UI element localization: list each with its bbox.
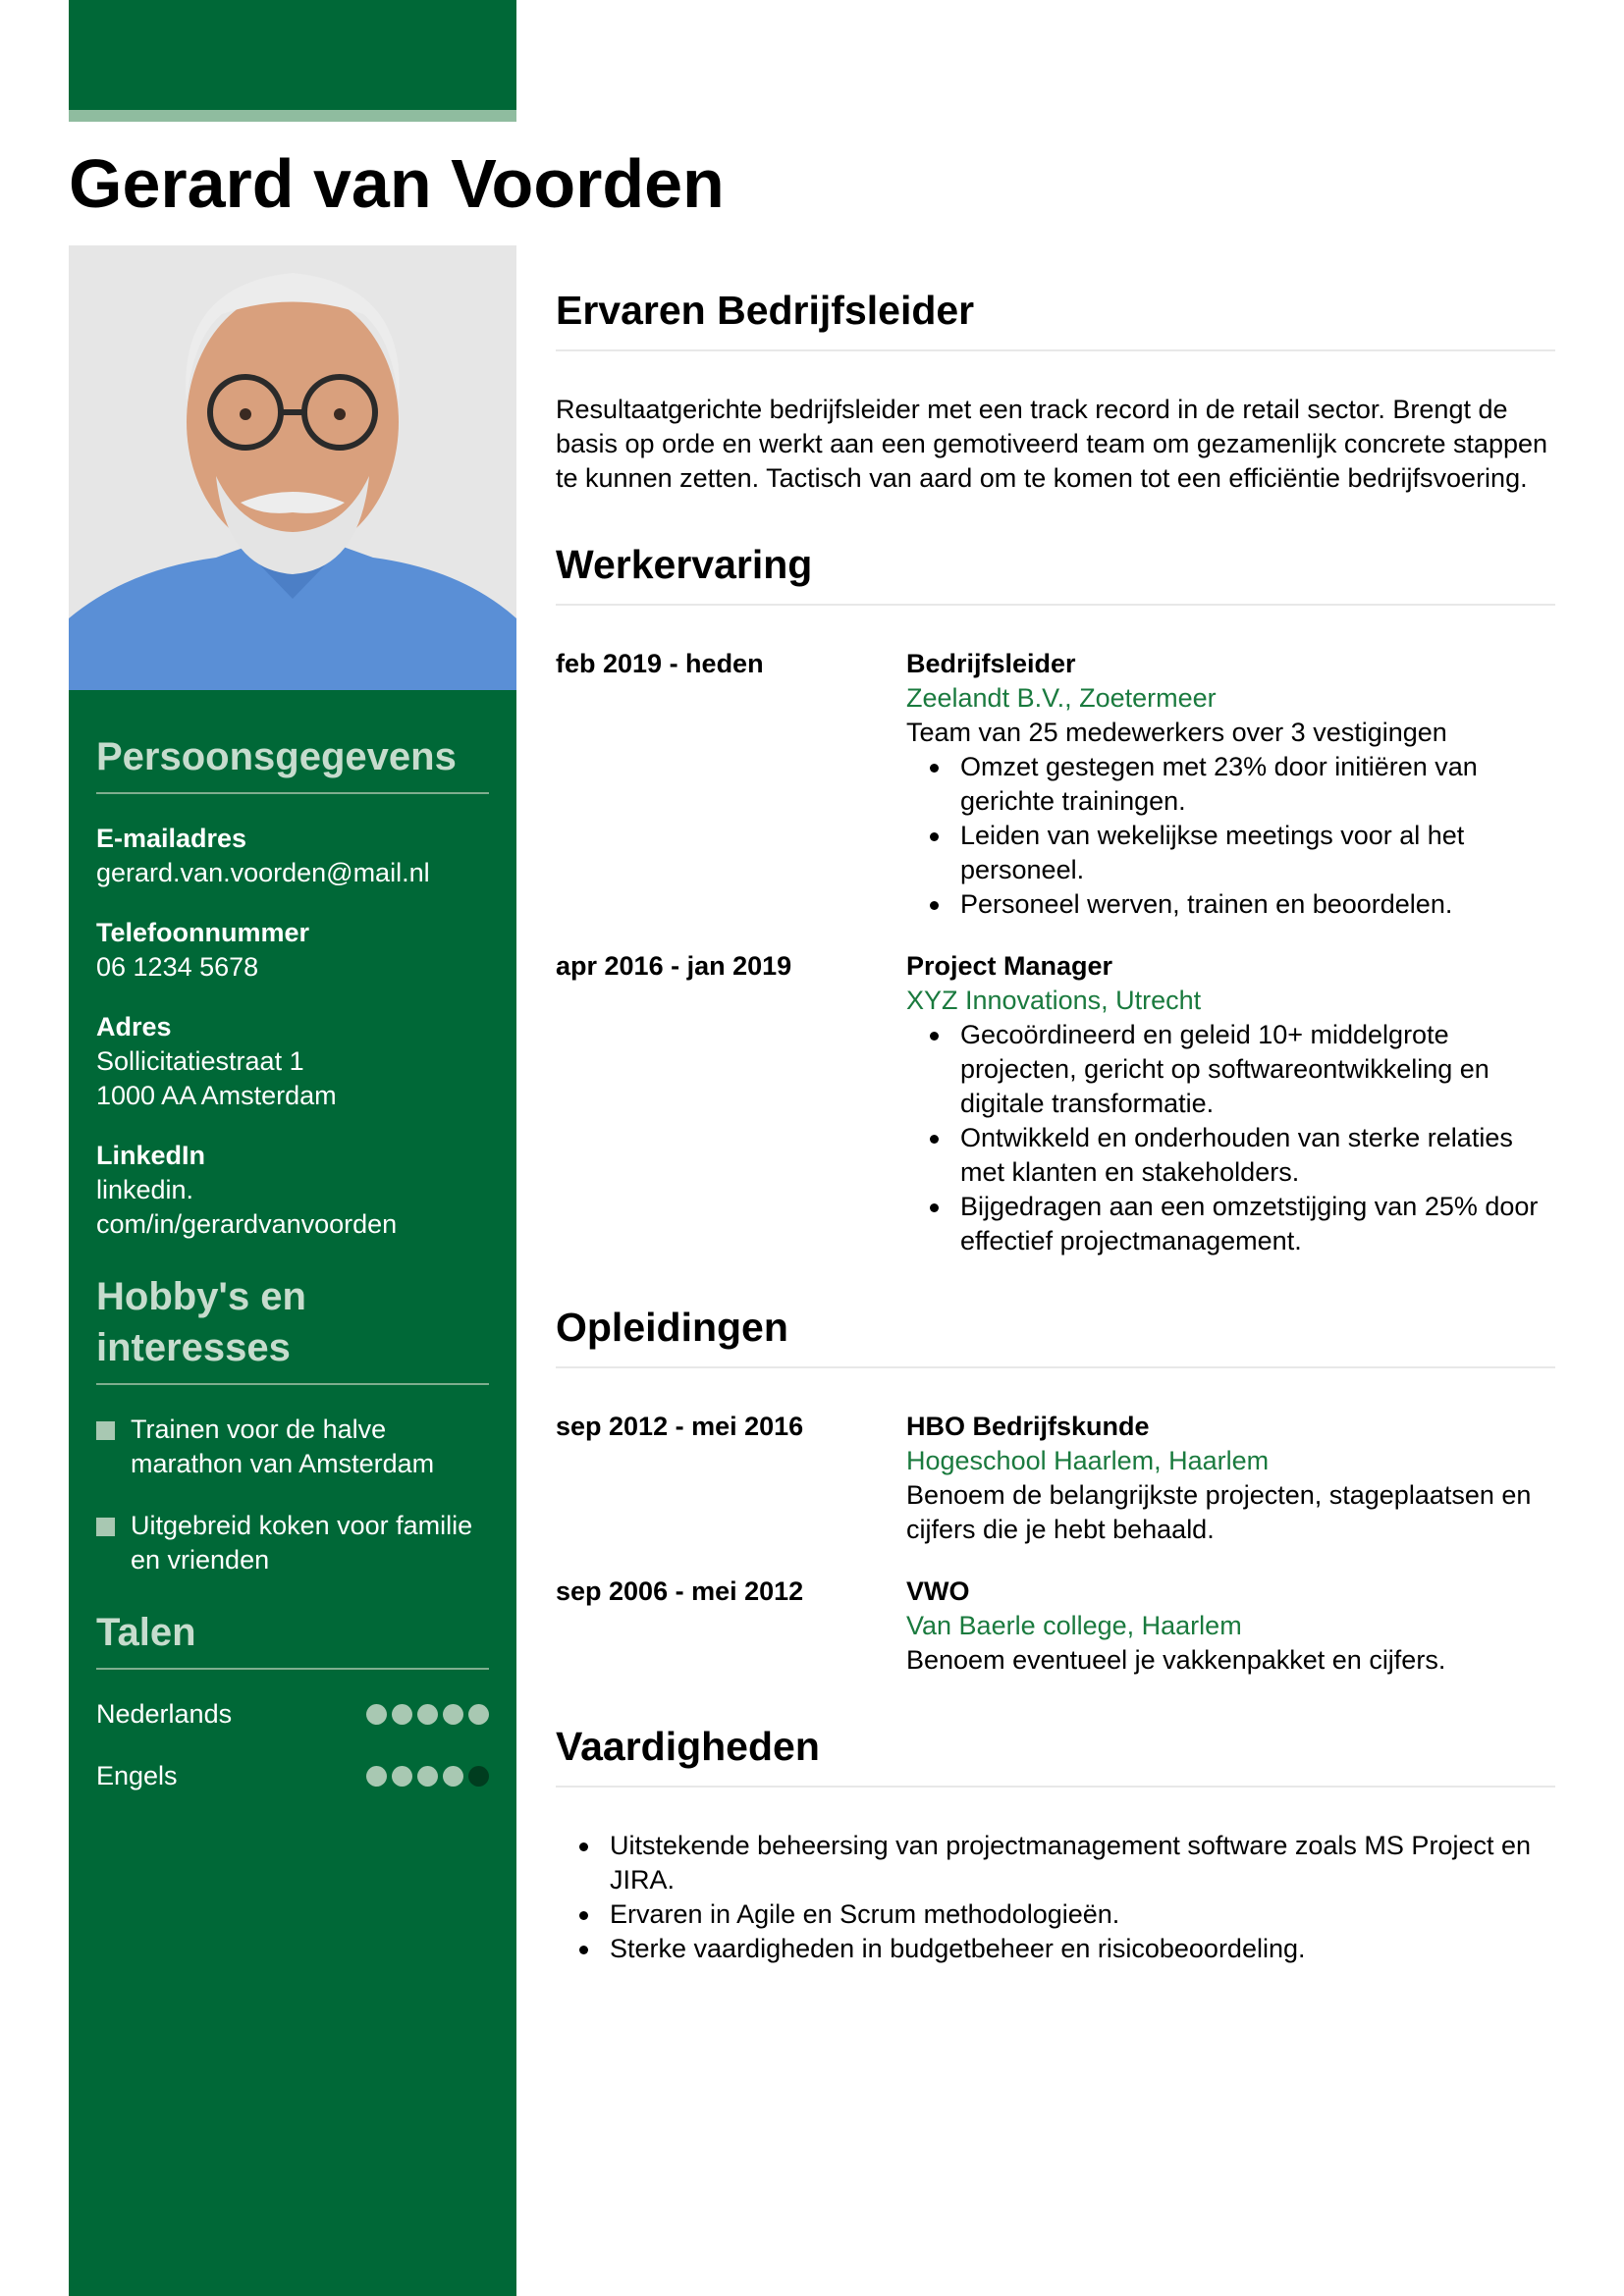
square-bullet-icon	[96, 1518, 115, 1536]
entry-body	[906, 1410, 1555, 1547]
hobby-text: Trainen voor de halve marathon van Amsterdam	[131, 1415, 435, 1478]
entry-title: VWO	[906, 1576, 970, 1606]
entry-date: sep 2012 - mei 2016	[556, 1412, 804, 1441]
language-name: Engels	[96, 1761, 178, 1790]
entry-title: Bedrijfsleider	[906, 649, 1076, 678]
bullet-item: Leiden van wekelijkse meetings voor al het personeel.	[960, 819, 1555, 887]
level-dot-filled-icon	[417, 1766, 438, 1787]
skill-item: Uitstekende beheersing van projectmanagement software zoals MS Project en JIRA.	[610, 1829, 1555, 1897]
experience-heading: Werkervaring	[556, 539, 1555, 606]
language-row	[96, 1697, 489, 1732]
linkedin-value: linkedin. com/in/gerardvanvoorden	[96, 1175, 398, 1239]
experience-entry	[556, 647, 1555, 922]
skill-item: Sterke vaardigheden in budgetbeheer en risicobeoordeling.	[610, 1932, 1555, 1966]
entry-organization: XYZ Innovations, Utrecht	[906, 986, 1202, 1015]
bullet-item: Gecoördineerd en geleid 10+ middelgrote projecten, gericht op softwareontwikkeling en digitale transformatie.	[960, 1018, 1555, 1121]
entry-body	[906, 1575, 1555, 1678]
level-dot-filled-icon	[366, 1766, 387, 1787]
phone-value: 06 1234 5678	[96, 952, 259, 982]
bullet-item: Omzet gestegen met 23% door initiëren van gerichte trainingen.	[960, 750, 1555, 819]
entry-date: sep 2006 - mei 2012	[556, 1576, 804, 1606]
language-level	[366, 1704, 489, 1725]
hobbies-heading: Hobby's en interesses	[96, 1271, 489, 1385]
linkedin-field	[96, 1139, 489, 1242]
entry-description: Team van 25 medewerkers over 3 vestigingen	[906, 718, 1447, 747]
header-accent-bar	[69, 0, 516, 110]
bullet-item: Bijgedragen aan een omzetstijging van 25% door effectief projectmanagement.	[960, 1190, 1555, 1258]
level-dot-filled-icon	[443, 1766, 463, 1787]
education-entry	[556, 1575, 1555, 1678]
hobby-item	[96, 1509, 489, 1577]
sidebar	[69, 245, 516, 2296]
hobby-text: Uitgebreid koken voor familie en vrienden	[131, 1511, 473, 1575]
entry-bullets	[960, 750, 1555, 922]
entry-title: HBO Bedrijfskunde	[906, 1412, 1150, 1441]
entry-description: Benoem de belangrijkste projecten, stageplaatsen en cijfers die je hebt behaald.	[906, 1480, 1532, 1544]
phone-label: Telefoonnummer	[96, 918, 310, 947]
language-level	[366, 1766, 489, 1787]
email-value: gerard.van.voorden@mail.nl	[96, 858, 430, 887]
header-accent-stripe	[69, 110, 516, 122]
profile-heading: Ervaren Bedrijfsleider	[556, 285, 1555, 351]
level-dot-filled-icon	[392, 1704, 412, 1725]
education-heading: Opleidingen	[556, 1302, 1555, 1368]
language-row	[96, 1759, 489, 1793]
entry-body	[906, 647, 1555, 922]
entry-body	[906, 949, 1555, 1258]
candidate-name: Gerard van Voorden	[69, 145, 725, 222]
level-dot-filled-icon	[417, 1704, 438, 1725]
personal-heading: Persoonsgegevens	[96, 731, 489, 794]
email-label: E-mailadres	[96, 824, 247, 853]
linkedin-label: LinkedIn	[96, 1141, 206, 1170]
level-dot-filled-icon	[366, 1704, 387, 1725]
phone-field	[96, 916, 489, 985]
address-value: Sollicitatiestraat 1 1000 AA Amsterdam	[96, 1046, 337, 1110]
sidebar-content	[96, 690, 489, 1821]
entry-bullets	[960, 1018, 1555, 1258]
level-dot-filled-icon	[443, 1704, 463, 1725]
entry-organization: Van Baerle college, Haarlem	[906, 1611, 1242, 1640]
address-label: Adres	[96, 1012, 172, 1041]
entry-date: apr 2016 - jan 2019	[556, 951, 792, 981]
main-content	[556, 285, 1555, 1966]
languages-heading: Talen	[96, 1607, 489, 1670]
level-dot-empty-icon	[468, 1766, 489, 1787]
skills-heading: Vaardigheden	[556, 1721, 1555, 1788]
education-entry	[556, 1410, 1555, 1547]
email-field	[96, 822, 489, 890]
skill-item: Ervaren in Agile en Scrum methodologieën.	[610, 1897, 1555, 1932]
skills-list	[610, 1829, 1555, 1966]
square-bullet-icon	[96, 1421, 115, 1440]
profile-photo	[69, 245, 516, 690]
entry-date: feb 2019 - heden	[556, 649, 764, 678]
entry-organization: Zeelandt B.V., Zoetermeer	[906, 683, 1217, 713]
entry-description: Benoem eventueel je vakkenpakket en cijfers.	[906, 1645, 1446, 1675]
bullet-item: Ontwikkeld en onderhouden van sterke relaties met klanten en stakeholders.	[960, 1121, 1555, 1190]
bullet-item: Personeel werven, trainen en beoordelen.	[960, 887, 1555, 922]
entry-title: Project Manager	[906, 951, 1113, 981]
address-field	[96, 1010, 489, 1113]
hobby-item	[96, 1413, 489, 1481]
experience-entry	[556, 949, 1555, 1258]
profile-summary: Resultaatgerichte bedrijfsleider met een track record in de retail sector. Brengt de basis op orde en werkt aan een gemotiveerd team om gezamenlijk concrete stappen te kunnen zetten. Tactisch van aard om te komen tot een efficiëntie bedrijfsvoering.	[556, 395, 1548, 493]
language-name: Nederlands	[96, 1699, 233, 1729]
entry-organization: Hogeschool Haarlem, Haarlem	[906, 1446, 1270, 1475]
level-dot-filled-icon	[392, 1766, 412, 1787]
level-dot-filled-icon	[468, 1704, 489, 1725]
